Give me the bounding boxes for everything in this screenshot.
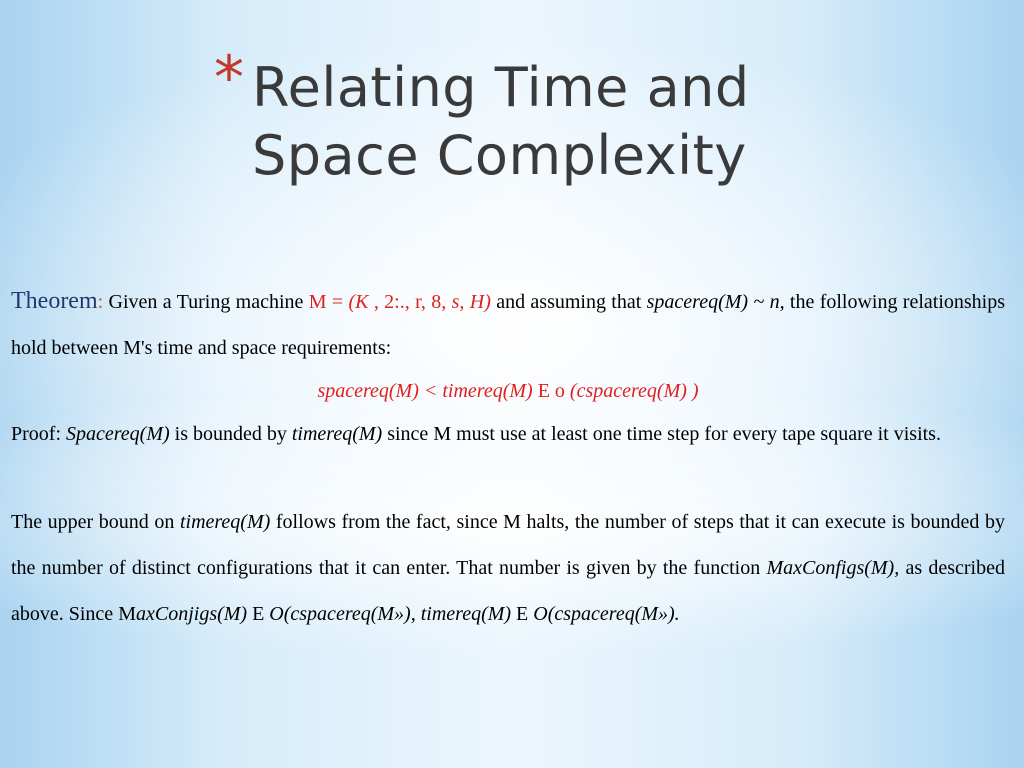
relationship-formula (11, 371, 1005, 411)
slide-title (252, 54, 750, 190)
theorem-text-3: the following relationships hold between M's time and space requirements: (11, 291, 1006, 359)
theorem-text-2: and assuming that (490, 291, 647, 313)
formula-part-a: spacereq(M) < timereq(M) (317, 380, 533, 402)
theorem-label: Theorem (11, 288, 98, 314)
upper-text-1: The upper bound on (11, 511, 180, 533)
upper-text-4: E (247, 603, 270, 625)
formula-part-c: (cspacereq(M) ) (569, 380, 699, 402)
upper-text-3: as described above. Since M (11, 557, 1005, 625)
proof-text-1: is bounded by (169, 423, 292, 445)
upper-term-3: axConjigs(M) (135, 603, 248, 625)
upper-term-1: timereq(M) (179, 511, 271, 533)
upper-text-2: follows from the fact, since M halts, the number of steps that it can execute is bounded by the number of distinct configurations that it can enter. That number is given by the function (11, 511, 1005, 579)
proof-label: Proof: (11, 423, 66, 445)
theorem-text-1: Given a Turing machine (103, 291, 309, 313)
machine-def-d: s, H) (451, 291, 491, 313)
machine-def-a: M = (308, 291, 349, 313)
theorem-paragraph (11, 278, 1005, 371)
upper-term-5: O(cspacereq(M»). (533, 603, 680, 625)
paragraph-gap (11, 457, 1005, 499)
proof-term-1: Spacereq(M) (66, 423, 170, 445)
upper-term-4: O(cspacereq(M»), timereq(M) (269, 603, 512, 625)
machine-def-c: 2:., r, 8, (378, 291, 452, 313)
title-line-1: Relating Time and (252, 56, 750, 119)
upper-text-5: E (511, 603, 534, 625)
theorem-colon: : (97, 291, 104, 313)
machine-def-b: (K , (348, 291, 379, 313)
proof-text-2: since M must use at least one time step for every tape square it visits. (382, 423, 941, 445)
title-bullet: * (214, 43, 244, 113)
upper-term-2: MaxConfigs(M), (766, 557, 900, 579)
title-line-2: Space Complexity (252, 124, 747, 187)
formula-part-b: E o (532, 380, 570, 402)
upper-bound-paragraph (11, 499, 1005, 637)
slide-body (11, 278, 1005, 637)
space-condition: spacereq(M) ~ n, (646, 291, 785, 313)
proof-paragraph (11, 411, 1005, 457)
proof-term-2: timereq(M) (291, 423, 383, 445)
